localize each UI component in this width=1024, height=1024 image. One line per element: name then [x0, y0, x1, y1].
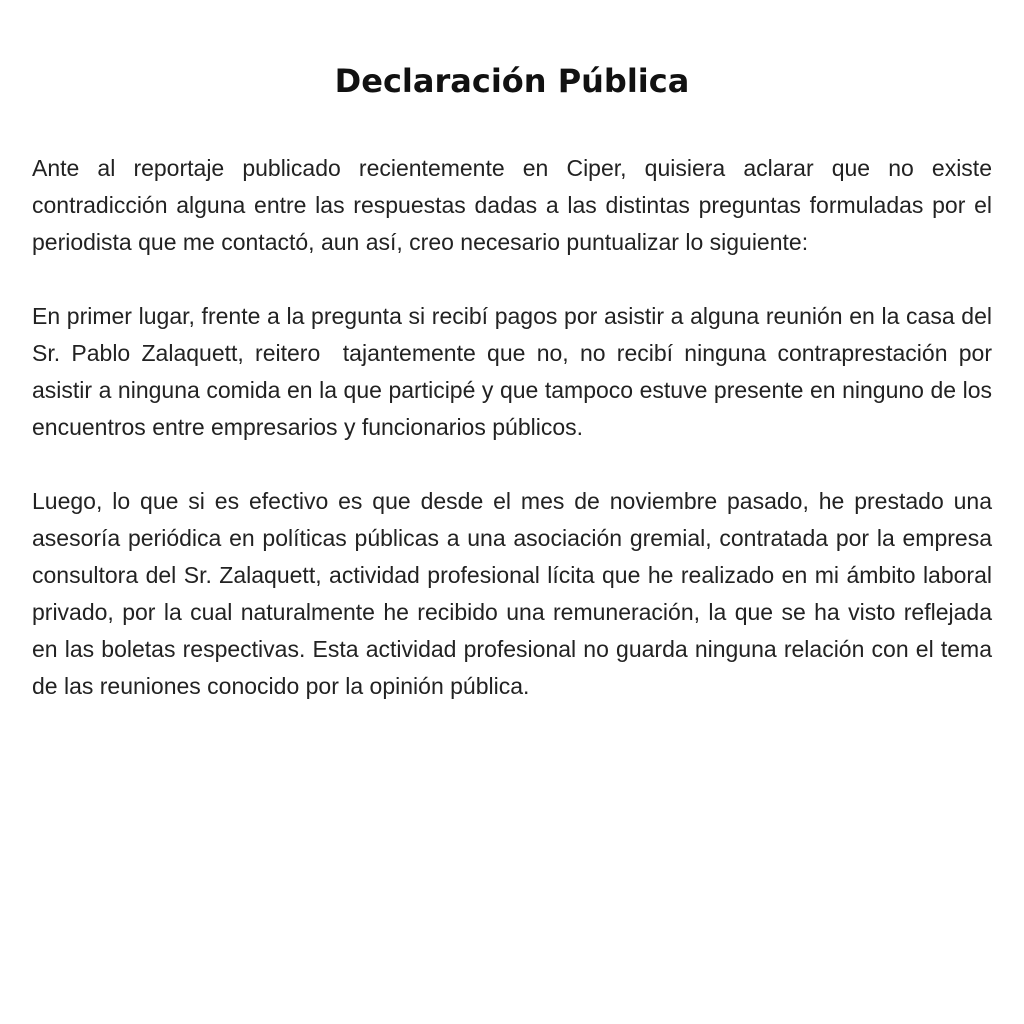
document-body — [32, 150, 1005, 742]
paragraph-2: En primer lugar, frente a la pregunta si recibí pagos por asistir a alguna reunión en la casa del Sr. Pablo Zalaquett, reitero tajantemente que no, no recibí ninguna contraprestación por asistir a ninguna comida en la que participé y que tampoco estuve presente en ninguno de los encuentros entre empresarios y funcionarios públicos. — [32, 303, 999, 440]
document-title: Declaración Pública — [334, 62, 690, 100]
paragraph-1: Ante al reportaje publicado recientemente en Ciper, quisiera aclarar que no existe contradicción alguna entre las respuestas dadas a las distintas preguntas formuladas por el periodista que me contactó, aun así, creo necesario puntualizar lo siguiente: — [32, 155, 1005, 255]
paragraph-3: Luego, lo que si es efectivo es que desde el mes de noviembre pasado, he prestado una asesoría periódica en políticas públicas a una asociación gremial, contratada por la empresa consultora del Sr. Zalaquett, actividad profesional lícita que he realizado en mi ámbito laboral privado, por la cual naturalmente he recibido una remuneración, la que se ha visto reflejada en las boletas respectivas. Esta actividad profesional no guarda ninguna relación con el tema de las reuniones conocido por la opinión pública. — [32, 488, 999, 699]
